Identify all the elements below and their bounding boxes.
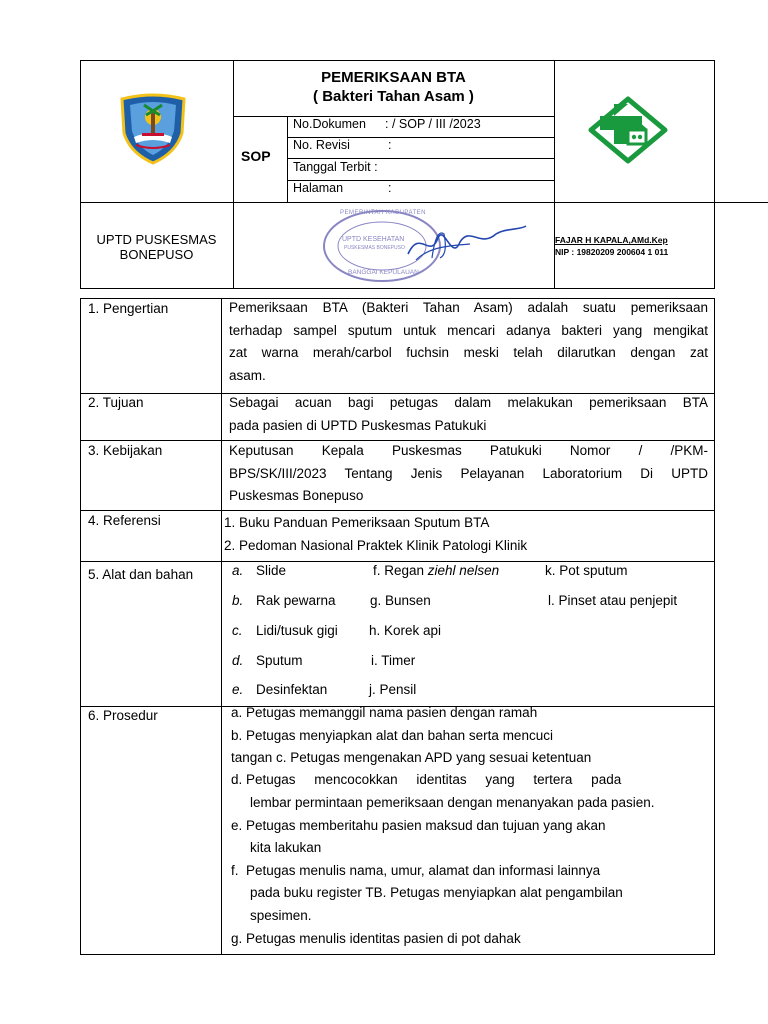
procedure-line: spesimen.: [250, 908, 312, 923]
list-item: l. Pinset atau penjepit: [548, 593, 678, 608]
stamp-top-text: PEMERINTAH KABUPATEN: [340, 210, 427, 216]
list-marker: c.: [232, 623, 243, 638]
content-line: asam.: [229, 367, 266, 383]
list-marker: a.: [232, 563, 244, 578]
signer-nip: NIP : 19820209 200604 1 011: [555, 247, 669, 257]
list-item: 1. Buku Panduan Pemeriksaan Sputum BTA: [224, 515, 490, 530]
section-label-prosedur: 6. Prosedur: [88, 708, 158, 723]
list-item: Sputum: [256, 653, 303, 668]
stamp-mid-text-2: PUSKESMAS BONEPUSO: [344, 245, 405, 251]
list-item: k. Pot sputum: [545, 563, 628, 578]
list-item: Lidi/tusuk gigi: [256, 623, 338, 638]
content-line: Sebagai acuan bagi petugas dalam melakukan pemeriksaan BTA: [229, 395, 708, 410]
field-label: Tanggal Terbit :: [293, 160, 378, 174]
content-line: zat warna merah/carbol fuchsin meski telah dilarutkan dengan zat: [229, 345, 708, 360]
title-line-1: PEMERIKSAAN BTA: [321, 69, 466, 86]
field-label: No. Revisi: [293, 138, 350, 152]
section-content-tujuan: [229, 392, 708, 437]
signer-name: FAJAR H KAPALA,AMd.Kep: [555, 235, 668, 245]
field-value: : / SOP / III /2023: [385, 117, 481, 131]
procedure-line: pada buku register TB. Petugas menyiapkan alat pengambilan: [250, 885, 623, 900]
field-label: Halaman: [293, 181, 344, 195]
list-item: i. Timer: [371, 653, 416, 668]
section-label-alat: 5. Alat dan bahan: [88, 567, 194, 582]
field-value: :: [388, 138, 392, 152]
sop-label: SOP: [241, 148, 271, 164]
sop-title: [233, 68, 554, 106]
field-label: No.Dokumen: [293, 117, 366, 131]
field-value: :: [388, 181, 392, 195]
content-line: pada pasien di UPTD Puskesmas Patukuki: [229, 417, 487, 433]
section-label-pengertian: 1. Pengertian: [88, 301, 169, 316]
procedure-line: f. Petugas menulis nama, umur, alamat dan informasi lainnya: [231, 863, 601, 878]
procedure-line: b. Petugas menyiapkan alat dan bahan serta mencuci: [231, 728, 553, 743]
content-line: Puskesmas Bonepuso: [229, 488, 364, 503]
procedure-line: tangan c. Petugas mengenakan APD yang sesuai ketentuan: [231, 750, 592, 765]
section-content-kebijakan: [229, 440, 708, 508]
item-italic-text: ziehl nelsen: [427, 563, 500, 578]
list-item: [373, 563, 499, 579]
org-line-2: BONEPUSO: [119, 247, 194, 262]
procedure-line: lembar permintaan pemeriksaan dengan menanyakan pada pasien.: [250, 795, 655, 810]
content-line: BPS/SK/III/2023 Tentang Jenis Pelayanan Laboratorium Di UPTD: [229, 465, 708, 481]
section-label-kebijakan: 3. Kebijakan: [88, 443, 163, 458]
procedure-line: d. Petugas mencocokkan identitas yang tertera pada: [231, 772, 622, 787]
content-line: Pemeriksaan BTA (Bakteri Tahan Asam) adalah suatu pemeriksaan: [229, 300, 708, 315]
list-item: Rak pewarna: [256, 593, 336, 608]
list-item: Desinfektan: [256, 682, 328, 697]
stamp-bottom-text: BANGGAI KEPULAUAN: [348, 269, 419, 276]
list-item: j. Pensil: [369, 682, 417, 697]
procedure-line: g. Petugas menulis identitas pasien di pot dahak: [231, 931, 521, 946]
list-item: Slide: [256, 563, 287, 578]
item-text: f. Regan: [373, 563, 428, 578]
list-item: g. Bunsen: [370, 593, 431, 608]
content-line: Keputusan Kepala Puskesmas Patukuki Nomor / /PKM-: [229, 443, 708, 458]
section-label-tujuan: 2. Tujuan: [88, 395, 144, 410]
stamp-mid-text-1: UPTD KESEHATAN: [342, 236, 405, 243]
procedure-line: kita lakukan: [250, 840, 322, 855]
list-item: h. Korek api: [369, 623, 442, 638]
procedure-line: e. Petugas memberitahu pasien maksud dan tujuan yang akan: [231, 818, 606, 833]
list-marker: e.: [232, 682, 244, 697]
title-line-2: ( Bakteri Tahan Asam ): [313, 88, 474, 105]
procedure-line: a. Petugas memanggil nama pasien dengan ramah: [231, 705, 538, 720]
section-label-referensi: 4. Referensi: [88, 513, 161, 528]
puskesmas-logo: [588, 96, 668, 164]
official-stamp: [320, 208, 560, 286]
section-content-pengertian: [229, 297, 708, 387]
regional-emblem-logo: [116, 93, 190, 165]
org-line-1: UPTD PUSKESMAS: [96, 232, 217, 247]
list-item: 2. Pedoman Nasional Praktek Klinik Patologi Klinik: [224, 538, 528, 553]
list-marker: b.: [232, 593, 244, 608]
list-marker: d.: [232, 653, 244, 668]
organization-name: [80, 232, 233, 262]
content-line: terhadap sampel sputum untuk mencari adanya bakteri yang mengikat: [229, 322, 708, 338]
